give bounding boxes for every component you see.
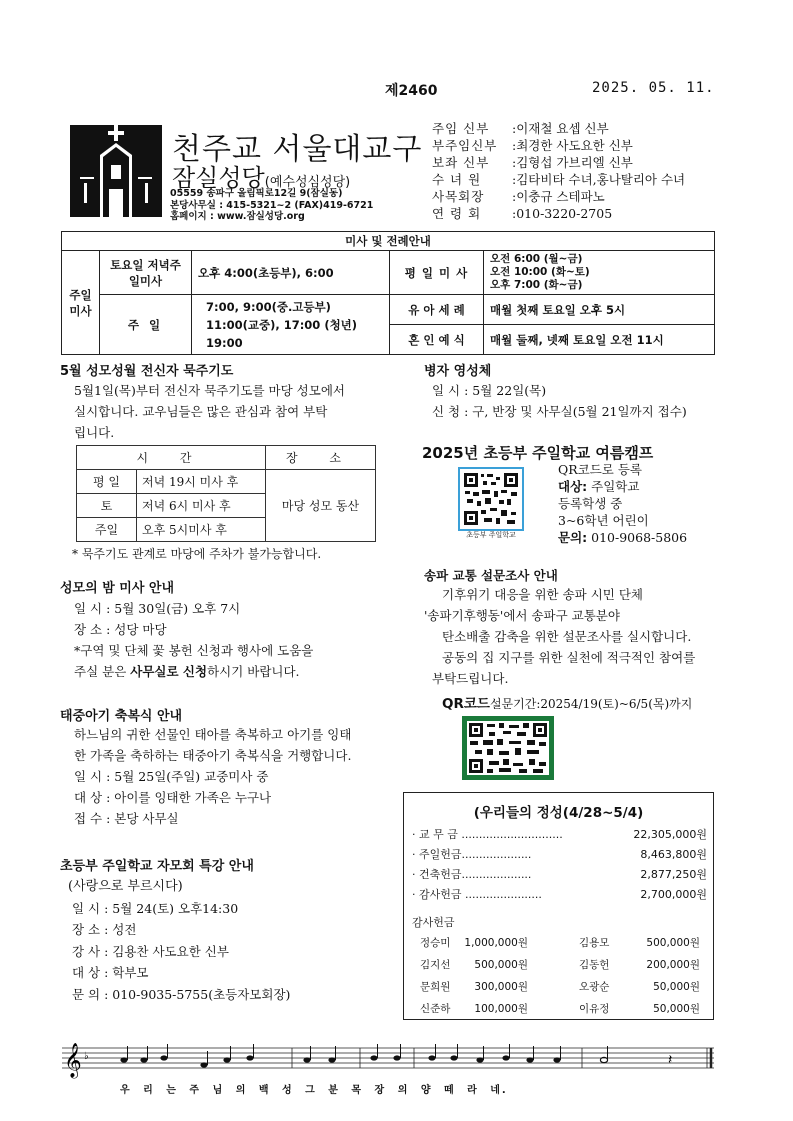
- lecture-line: 대 상 : 학부모: [72, 965, 149, 980]
- donor-name: 신준하: [420, 1003, 451, 1015]
- rosary-line: 실시합니다. 교우님들은 많은 관심과 참여 부탁: [74, 404, 328, 419]
- homepage: 홈페이지 : www.잠실성당.org: [170, 211, 305, 222]
- rosary-place-header: 장 소: [266, 446, 376, 470]
- sunday-times: 7:00, 9:00(중.고등부) 11:00(교중), 17:00 (청년) 19:00: [192, 295, 390, 355]
- offering-label: · 주일헌금....................: [412, 848, 532, 861]
- mass-table-header: 미사 및 전례안내: [62, 232, 715, 251]
- rosary-time: 저녁 6시 미사 후: [137, 494, 266, 518]
- parish-subtitle: (예수성심성당): [264, 175, 351, 190]
- blessing-body: [74, 724, 404, 829]
- staff-row: 보좌 신부 : 김형섭 가브리엘 신부: [432, 155, 633, 170]
- mass-schedule-table: [61, 231, 715, 355]
- donor-amount: 500,000원: [646, 937, 700, 949]
- diocese-title: 천주교 서울대교구: [172, 132, 423, 167]
- survey-line: 탄소배출 감축을 위한 설문조사를 실시합니다.: [442, 629, 692, 644]
- lecture-line: 장 소 : 성전: [72, 922, 137, 937]
- staff-row: 주임 신부 : 이재철 요셉 신부: [432, 121, 609, 136]
- donor-amount: 500,000원: [474, 959, 528, 971]
- sick-line: 신 청 : 구, 반장 및 사무실(5월 21일까지 접수): [432, 404, 687, 419]
- staff-name: 이재철 요셉 신부: [516, 121, 609, 136]
- camp-target-label: 대상:: [558, 479, 588, 494]
- camp-target-line: 등록학생 중: [558, 496, 623, 511]
- saturday-label: 토요일 저녁주일미사: [100, 251, 192, 295]
- camp-details: [558, 461, 687, 546]
- offering-row: [412, 826, 707, 842]
- camp-grade-line: 3~6학년 어린이: [558, 513, 649, 528]
- summer-camp-title: 2025년 초등부 주일학교 여름캠프: [422, 444, 654, 462]
- baptism-label: 유 아 세 례: [390, 295, 484, 325]
- donor-amount: 100,000원: [474, 1003, 528, 1015]
- weekday-label: 평 일 미 사: [390, 251, 484, 295]
- offering-label: · 교 무 금 .............................: [412, 828, 563, 841]
- staff-name: 이충규 스테파노: [516, 189, 605, 204]
- camp-target-value: 주일학교: [587, 479, 640, 494]
- camp-contact-label: 문의:: [558, 530, 588, 545]
- staff-row: 수 녀 원 : 김타비타 수녀,홍나탈리아 수녀: [432, 172, 686, 187]
- donor-name: 이유정: [579, 1003, 610, 1015]
- blessing-line: 하느님의 귀한 선물인 태아를 축복하고 아기를 잉태: [74, 727, 352, 742]
- night-mass-line: 주실 분은 사무실로 신청하시기 바랍니다.: [74, 664, 300, 679]
- night-mass-line: 일 시 : 5월 30일(금) 오후 7시: [74, 601, 241, 616]
- survey-body: [424, 584, 724, 689]
- staff-name: 최경한 사도요한 신부: [516, 138, 633, 153]
- blessing-line: 접 수 : 본당 사무실: [74, 811, 179, 826]
- lecture-line: (사랑으로 부르시다): [68, 879, 183, 894]
- survey-qr-code[interactable]: [462, 716, 554, 780]
- staff-role: 보좌 신부: [432, 155, 490, 170]
- night-mass-body: [74, 598, 394, 682]
- survey-line: 기후위기 대응을 위한 송파 시민 단체: [442, 587, 643, 602]
- blessing-line: 일 시 : 5월 25일(주일) 교중미사 중: [74, 769, 269, 784]
- rosary-title: 5월 성모성월 전신자 묵주기도: [60, 364, 234, 379]
- donor-name: 김동헌: [579, 959, 610, 971]
- lecture-line: 강 사 : 김용찬 사도요한 신부: [72, 943, 229, 959]
- offering-title: (우리들의 정성(4/28~5/4): [473, 805, 644, 821]
- donor-amount: 1,000,000원: [464, 937, 528, 949]
- offering-row: [412, 886, 707, 902]
- camp-qr-caption: 초등부 주일학교: [466, 531, 516, 539]
- staff-list: [432, 120, 685, 222]
- offering-summary: [403, 792, 714, 1020]
- offering-amount: 2,700,000원: [640, 888, 707, 901]
- survey-line: 공동의 집 지구를 위한 실천에 적극적인 참여를: [442, 650, 696, 665]
- thanks-title: 감사헌금: [412, 916, 455, 929]
- office-phone: 본당사무실 : 415-5321~2 (FAX)419-6721: [170, 199, 374, 211]
- donor-amount: 50,000원: [653, 981, 700, 993]
- lecture-body: [68, 876, 398, 1005]
- rosary-day: 주일: [77, 518, 137, 542]
- survey-qr-label: QR코드: [442, 696, 490, 712]
- sick-line: 일 시 : 5월 22일(목): [432, 383, 547, 398]
- survey-line: '송파기후행동'에서 송파구 교통분야: [424, 608, 620, 623]
- offering-row: [412, 866, 707, 882]
- blessing-title: 태중아기 축복식 안내: [60, 709, 183, 724]
- rosary-time: 저녁 19시 미사 후: [137, 470, 266, 494]
- parish-address: [170, 188, 373, 223]
- issue-number: 제2460: [385, 83, 438, 99]
- donor-amount: 200,000원: [646, 959, 700, 971]
- rosary-place: 마당 성모 동산: [266, 470, 376, 542]
- address-line: 05559 송파구 올림픽로12길 9(잠실동): [170, 188, 343, 199]
- issue-date: 2025. 05. 11.: [592, 80, 715, 96]
- staff-name: 010-3220-2705: [516, 206, 613, 221]
- offering-amount: 22,305,000원: [633, 828, 707, 841]
- apply-at-office: 사무실로 신청: [130, 664, 208, 679]
- wedding-time: 매월 둘째, 넷째 토요일 오전 11시: [484, 325, 715, 355]
- staff-name: 김타비타 수녀,홍나탈리아 수녀: [516, 172, 686, 187]
- donor-name: 정승미: [420, 937, 451, 949]
- rosary-body: [74, 380, 384, 443]
- wedding-label: 혼 인 예 식: [390, 325, 484, 355]
- quarter-rest-icon: 𝄽: [668, 1052, 673, 1068]
- donor-name: 오광순: [579, 981, 610, 993]
- staff-role: 수 녀 원: [432, 172, 482, 187]
- blessing-line: 한 가족을 축하하는 태중아기 축복식을 거행합니다.: [74, 748, 352, 763]
- weekday-time: 오전 10:00 (화~토): [490, 266, 590, 278]
- donor-amount: 50,000원: [653, 1003, 700, 1015]
- qr-code-icon: [467, 721, 549, 775]
- treble-clef-icon: 𝄞: [64, 1043, 82, 1078]
- survey-period: 설문기간:20254/19(토)~6/5(목)까지: [489, 697, 693, 711]
- night-mass-title: 성모의 밤 미사 안내: [60, 581, 175, 596]
- offering-label: · 건축헌금....................: [412, 868, 532, 881]
- sick-communion-body: [432, 380, 722, 422]
- donor-name: 김용모: [579, 937, 610, 949]
- donor-name: 김지선: [420, 959, 451, 971]
- staff-row: 사목회장 : 이충규 스테파노: [432, 189, 605, 204]
- survey-line: 부탁드립니다.: [432, 671, 509, 686]
- donor-amount: 300,000원: [474, 981, 528, 993]
- hymn-lyrics: 우 리 는 주 님 의 백 성 그 분 목 장 의 양 떼 라 네.: [120, 1085, 508, 1096]
- weekday-time: 오전 6:00 (월~금): [490, 253, 583, 265]
- offering-row: [412, 846, 707, 862]
- survey-qr-line: [442, 692, 692, 712]
- baptism-time: 매월 첫째 토요일 오후 5시: [484, 295, 715, 325]
- sunday-label: 주 일: [100, 295, 192, 355]
- lecture-line: 문 의 : 010-9035-5755(초등자모회장): [72, 986, 291, 1002]
- staff-role: 주임 신부: [432, 121, 490, 136]
- rosary-note: * 묵주기도 관계로 마당에 주차가 불가능합니다.: [72, 547, 322, 561]
- staff-role: 연 령 회: [432, 206, 482, 221]
- blessing-line: 대 상 : 아이를 잉태한 가족은 누구나: [74, 790, 272, 805]
- sick-communion-title: 병자 영성체: [424, 364, 492, 379]
- sunday-mass-label: 주일 미사: [62, 251, 100, 355]
- church-building-icon: [70, 125, 162, 217]
- night-mass-line: 장 소 : 성당 마당: [74, 622, 167, 637]
- camp-qr-code[interactable]: [458, 467, 524, 531]
- lecture-line: 일 시 : 5월 24(토) 오후14:30: [72, 900, 239, 916]
- offering-amount: 8,463,800원: [640, 848, 707, 861]
- rosary-day: 평 일: [77, 470, 137, 494]
- rosary-time-header: 시 간: [77, 446, 266, 470]
- rosary-line: 립니다.: [74, 425, 115, 440]
- camp-register-line: QR코드로 등록: [558, 462, 643, 477]
- offering-label: · 감사헌금 ......................: [412, 888, 542, 901]
- rosary-day: 토: [77, 494, 137, 518]
- saturday-times: 오후 4:00(초등부), 6:00: [192, 251, 390, 295]
- rosary-time: 오후 5시미사 후: [137, 518, 266, 542]
- offering-amount: 2,877,250원: [640, 868, 707, 881]
- parish-name: 잠실성당: [172, 164, 265, 192]
- staff-role: 부주임신부: [432, 138, 498, 153]
- donor-name: 문희원: [420, 981, 451, 993]
- church-logo: [70, 125, 162, 217]
- rosary-schedule-table: [76, 445, 376, 542]
- lecture-title: 초등부 주일학교 자모회 특강 안내: [60, 859, 254, 874]
- survey-title: 송파 교통 설문조사 안내: [424, 568, 558, 583]
- staff-name: 김형섭 가브리엘 신부: [516, 155, 633, 170]
- flat-icon: ♭: [84, 1051, 89, 1062]
- staff-row: 부주임신부 : 최경한 사도요한 신부: [432, 138, 633, 153]
- rosary-line: 5월1일(목)부터 전신자 묵주기도를 마당 성모에서: [74, 383, 345, 398]
- staff-role: 사목회장: [432, 189, 485, 204]
- weekday-times: [484, 251, 715, 295]
- night-mass-line: *구역 및 단체 꽃 봉헌 신청과 행사에 도움을: [74, 643, 314, 658]
- staff-row: 연 령 회 : 010-3220-2705: [432, 206, 613, 221]
- weekday-time: 오후 7:00 (화~금): [490, 279, 583, 291]
- camp-contact-value: 010-9068-5806: [587, 530, 688, 545]
- qr-code-icon: [463, 472, 519, 526]
